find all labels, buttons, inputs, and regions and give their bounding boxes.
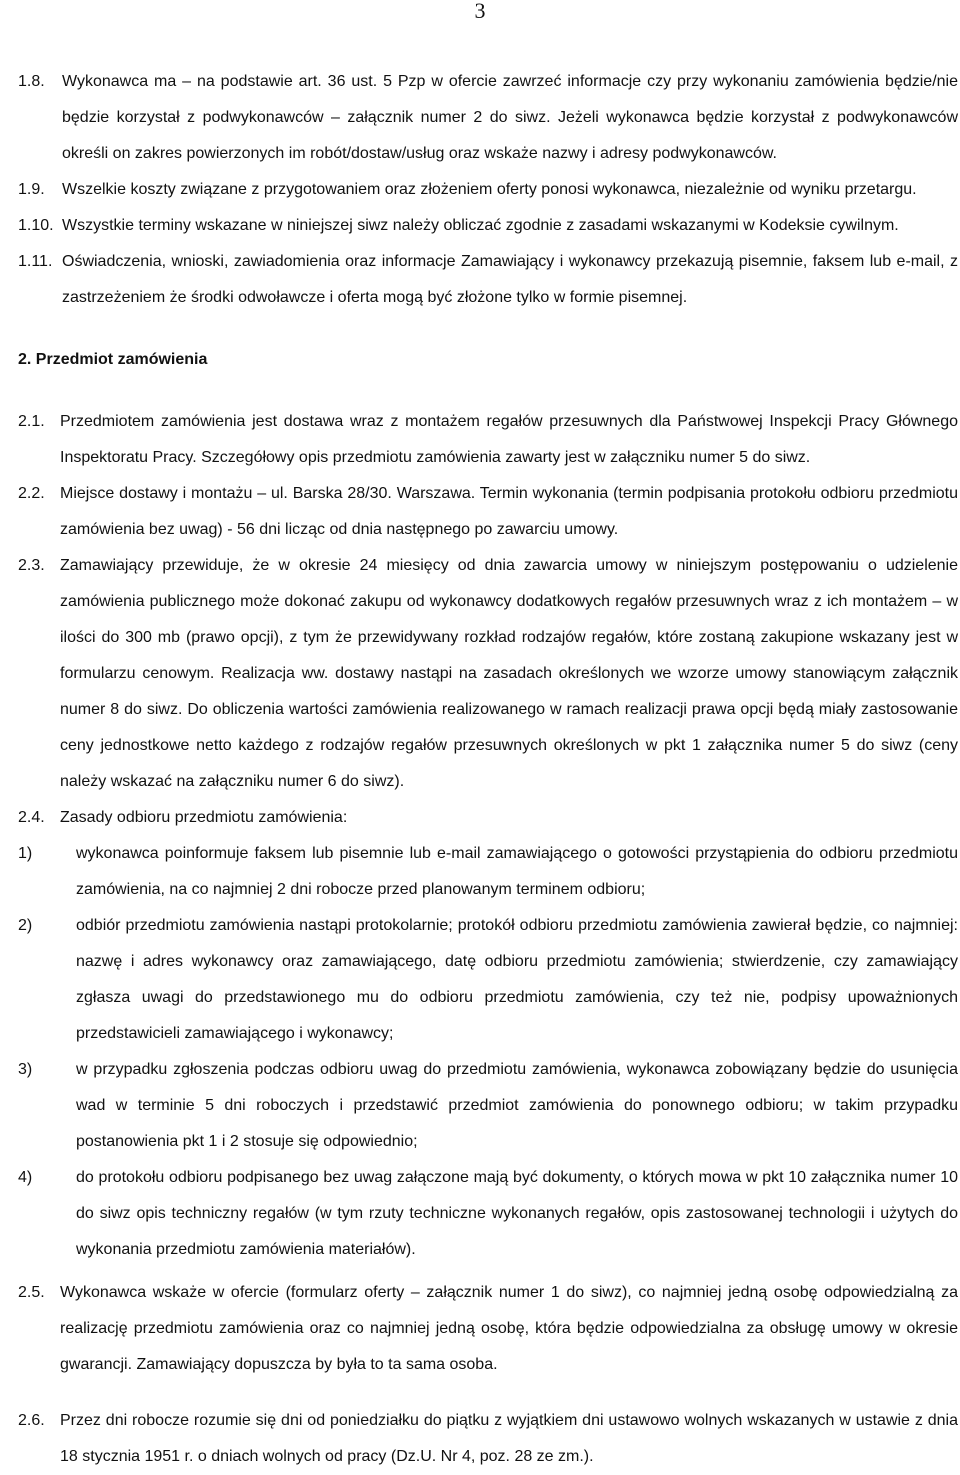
spacer [18,1268,958,1275]
list-item-2 [18,908,958,1052]
list-item-text: odbiór przedmiotu zamówienia nastąpi protokolarnie; protokół odbioru przedmiotu zamówienia zawierał będzie, co najmniej: nazwę i adres wykonawcy oraz zamawiającego, datę odbioru przedmiotu zamówienia; stwierdzenie, czy zamawiający zgłasza uwagi do przedstawionego mu do odbioru przedmiotu zamówienia, czy też nie, podpisy upoważnionych przedstawicieli zamawiającego i wykonawcy; [76,917,958,1042]
clause-text: Wszelkie koszty związane z przygotowaniem oraz złożeniem oferty ponosi wykonawca, niezależnie od wyniku przetargu. [62,181,917,198]
clause-1-8 [18,64,958,172]
clause-2-2 [18,476,958,548]
list-marker: 2) [18,917,33,934]
list-item-1 [18,836,958,908]
list-item-text: do protokołu odbioru podpisanego bez uwag załączone mają być dokumenty, o których mowa w pkt 10 załącznika numer 10 do siwz opis techniczny regałów (w tym rzuty techniczne wykonanych regałów, opis zastosowanej technologii i użytych do wykonania przedmiotu zamówienia materiałów). [76,1169,958,1258]
clause-2-1 [18,404,958,476]
clause-number: 2.4. [18,809,45,826]
list-item-3 [18,1052,958,1160]
clause-2-6 [18,1403,958,1475]
list-item-4 [18,1160,958,1268]
clause-text: Zamawiający przewiduje, że w okresie 24 miesięcy od dnia zawarcia umowy w niniejszym postępowaniu o udzielenie zamówienia publicznego może dokonać zakupu od wykonawcy dodatkowych regałów przesuwnych wraz z ich montażem – w ilości do 300 mb (prawo opcji), z tym że przewidywany rozkład rodzajów regałów, które zostaną zakupione wskazany jest w formularzu cenowym. Realizacja ww. dostawy nastąpi na zasadach określonych we wzorze umowy stanowiącym załącznik numer 8 do siwz. Do obliczenia wartości zamówienia realizowanego w ramach realizacji prawa opcji będą miały zastosowanie ceny jednostkowe netto każdego z rodzajów regałów przesuwnych określonych w pkt 1 załącznika numer 5 do siwz (ceny należy wskazać na załączniku numer 6 do siwz). [60,557,958,790]
list-item-text: wykonawca poinformuje faksem lub pisemnie lub e-mail zamawiającego o gotowości przystąpienia do odbioru przedmiotu zamówienia, na co najmniej 2 dni robocze przed planowanym terminem odbioru; [76,845,958,898]
spacer [18,1383,958,1403]
clause-text: Zasady odbioru przedmiotu zamówienia: [60,809,348,826]
clause-text: Miejsce dostawy i montażu – ul. Barska 28/30. Warszawa. Termin wykonania (termin podpisania protokołu odbioru przedmiotu zamówienia bez uwag) - 56 dni licząc od dnia następnego po zawarciu umowy. [60,485,958,538]
clause-1-9 [18,172,958,208]
clause-number: 1.9. [18,181,45,198]
clause-number: 2.1. [18,413,45,430]
clause-number: 2.5. [18,1284,45,1301]
clause-2-3 [18,548,958,800]
clause-number: 2.3. [18,557,45,574]
clause-text: Przedmiotem zamówienia jest dostawa wraz z montażem regałów przesuwnych dla Państwowej Inspekcji Pracy Głównego Inspektoratu Pracy. Szczegółowy opis przedmiotu zamówienia zawarty jest w załączniku numer 5 do siwz. [60,413,958,466]
clause-text: Wykonawca wskaże w ofercie (formularz oferty – załącznik numer 1 do siwz), co najmniej jedną osobę odpowiedzialną za realizację przedmiotu zamówienia oraz co najmniej jedną osobę, która będzie odpowiedzialna za obsługę umowy w okresie gwarancji. Zamawiający dopuszcza by była to ta sama osoba. [60,1284,958,1373]
section-heading-przedmiot-zamowienia: 2. Przedmiot zamówienia [18,351,208,368]
list-marker: 3) [18,1061,33,1078]
clause-text: Wszystkie terminy wskazane w niniejszej siwz należy obliczać zgodnie z zasadami wskazanymi w Kodeksie cywilnym. [62,217,899,234]
clause-text: Oświadczenia, wnioski, zawiadomienia oraz informacje Zamawiający i wykonawcy przekazują pisemnie, faksem lub e-mail, z zastrzeżeniem że środki odwoławcze i oferta mogą być złożone tylko w formie pisemnej. [62,253,958,306]
clause-text: Przez dni robocze rozumie się dni od poniedziałku do piątku z wyjątkiem dni ustawowo wolnych wskazanych w ustawie z dnia 18 stycznia 1951 r. o dniach wolnych od pracy (Dz.U. Nr 4, poz. 28 ze zm.). [60,1412,958,1465]
clause-number: 1.10. [18,217,54,234]
clause-2-5 [18,1275,958,1383]
clause-number: 2.6. [18,1412,45,1429]
clause-text: Wykonawca ma – na podstawie art. 36 ust. 5 Pzp w ofercie zawrzeć informacje czy przy wykonaniu zamówienia będzie/nie będzie korzystał z podwykonawców – załącznik numer 2 do siwz. Jeżeli wykonawca będzie korzystał z podwykonawców określi on zakres powierzonych im robót/dostaw/usług oraz wskaże nazwy i adresy podwykonawców. [62,73,958,162]
list-marker: 4) [18,1169,33,1186]
list-marker: 1) [18,845,33,862]
list-item-text: w przypadku zgłoszenia podczas odbioru uwag do przedmiotu zamówienia, wykonawca zobowiązany będzie do usunięcia wad w terminie 5 dni roboczych i przedstawić przedmiot zamówienia do ponownego odbioru; w takim przypadku postanowienia pkt 1 i 2 stosuje się odpowiednio; [76,1061,958,1150]
clause-number: 2.2. [18,485,45,502]
clause-2-4 [18,800,958,836]
page-number: 3 [474,0,486,23]
clause-number: 1.8. [18,73,45,90]
document-body [18,64,958,1475]
clause-1-10 [18,208,958,244]
clause-number: 1.11. [18,253,53,270]
clause-1-11 [18,244,958,316]
